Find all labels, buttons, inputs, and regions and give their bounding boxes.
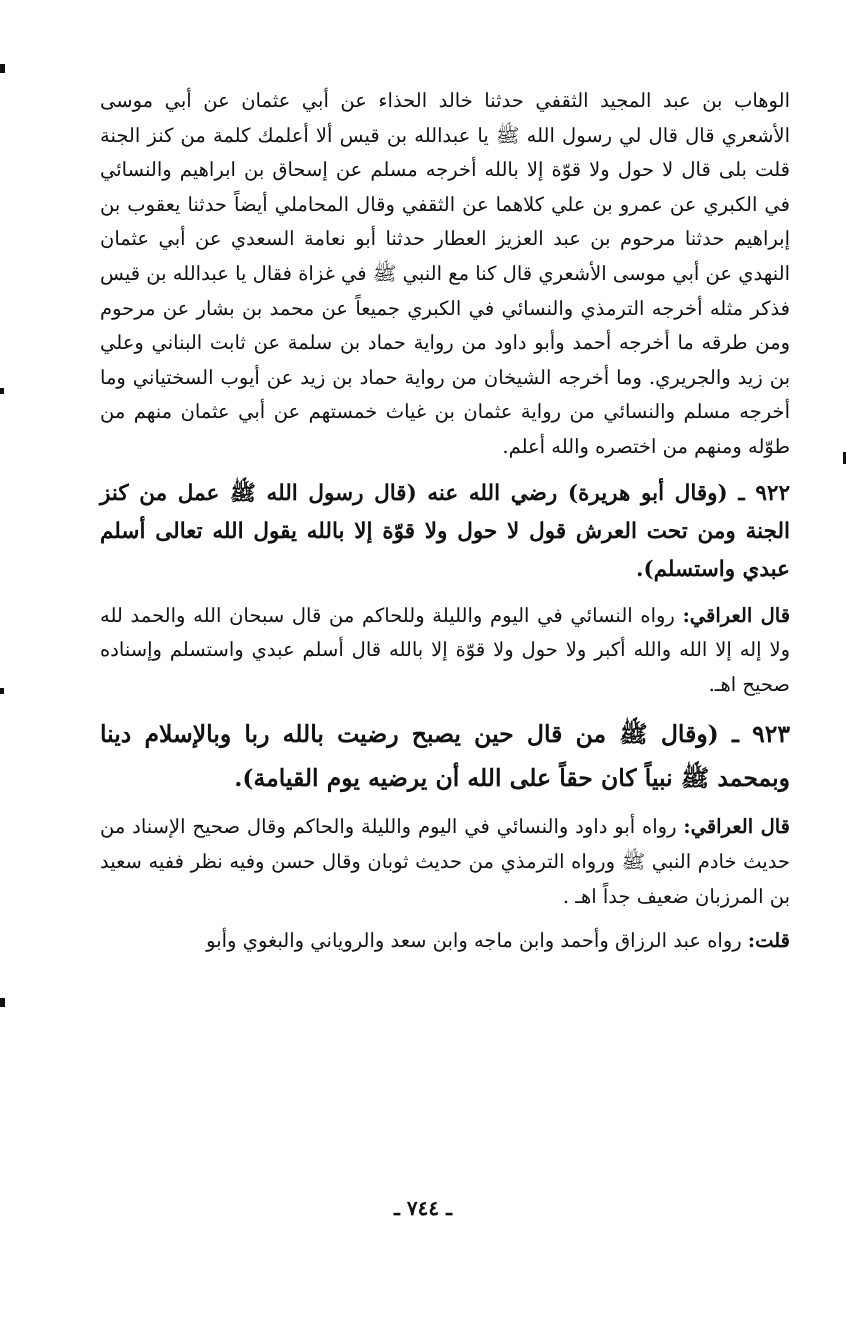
commentary-text: رواه النسائي في اليوم والليلة وللحاكم من قال سبحان الله والحمد لله ولا إله إلا الله والله أكبر ولا حول ولا قوّة إلا بالله قال أسلم عبدي واستسلم وإسناده صحيح اهـ. bbox=[100, 603, 790, 696]
commentary-lead: قال العراقي: bbox=[682, 603, 791, 627]
commentary-iraqi-923 bbox=[100, 810, 790, 914]
commentary-text: رواه أبو داود والنسائي في اليوم والليلة والحاكم وقال صحيح الإسناد من حديث خادم النبي ﷺ ورواه الترمذي من حديث ثوبان وقال حسن وفيه نظر ففيه سعيد بن المرزبان ضعيف جداً اهـ . bbox=[100, 815, 790, 908]
hadith-text: (وقال أبو هريرة) رضي الله عنه (قال رسول الله ﷺ عمل من كنز الجنة ومن تحت العرش قول لا حول ولا قوّة إلا بالله يقول الله تعالى أسلم عبدي واستسلم). bbox=[100, 480, 790, 582]
hadith-number: ٩٢٣ ـ bbox=[732, 720, 791, 749]
commentary-lead: قال العراقي: bbox=[683, 815, 790, 839]
commentary-iraqi-922 bbox=[100, 599, 790, 703]
hadith-number: ٩٢٢ ـ bbox=[738, 480, 790, 506]
scan-mark bbox=[0, 64, 5, 73]
scan-mark bbox=[0, 998, 5, 1007]
commentary-qultu bbox=[100, 924, 790, 959]
commentary-text: رواه عبد الرزاق وأحمد وابن ماجه وابن سعد والروياني والبغوي وأبو bbox=[206, 929, 742, 953]
paragraph-continuation bbox=[100, 84, 790, 465]
commentary-lead: قلت: bbox=[747, 929, 790, 953]
page-number: ـ ٧٤٤ ـ bbox=[394, 1196, 452, 1220]
paragraph-text: الوهاب بن عبد المجيد الثقفي حدثنا خالد الحذاء عن أبي عثمان عن أبي موسى الأشعري قال قال لي رسول الله ﷺ يا عبدالله بن قيس ألا أعلمك كلمة من كنز الجنة قلت بلى قال لا حول ولا قوّة إلا بالله أخرجه مسلم عن إسحاق بن ابراهيم والنسائي في الكبري عن عمرو بن علي كلاهما عن الثقفي وقال المحاملي أيضاً حدثنا يعقوب بن إبراهيم حدثنا مرحوم بن عبد العزيز العطار حدثنا أبو نعامة السعدي عن أبي عثمان النهدي عن أبي موسى الأشعري قال كنا مع النبي ﷺ في غزاة فقال يا عبدالله بن قيس فذكر مثله أخرجه الترمذي والنسائي في الكبري جميعاً عن محمد بن بشار عن مرحوم ومن طرقه ما أخرجه أحمد وأبو داود من رواية حماد بن سلمة عن ثابت البناني وعلي بن زيد والجريري. وما أخرجه الشيخان من رواية حماد بن زيد عن أيوب السختياني وما أخرجه مسلم والنسائي من رواية عثمان بن غياث خمستهم عن أبي عثمان منهم من طوّله ومنهم من اختصره والله أعلم. bbox=[100, 89, 790, 458]
page-text bbox=[100, 84, 790, 959]
hadith-923 bbox=[100, 712, 790, 800]
scan-mark bbox=[0, 388, 4, 394]
hadith-text: (وقال ﷺ من قال حين يصبح رضيت بالله ربا وبالإسلام دينا وبمحمد ﷺ نبياً كان حقاً على الله أن يرضيه يوم القيامة). bbox=[100, 720, 790, 793]
hadith-922 bbox=[100, 475, 790, 589]
scan-mark bbox=[0, 688, 4, 694]
